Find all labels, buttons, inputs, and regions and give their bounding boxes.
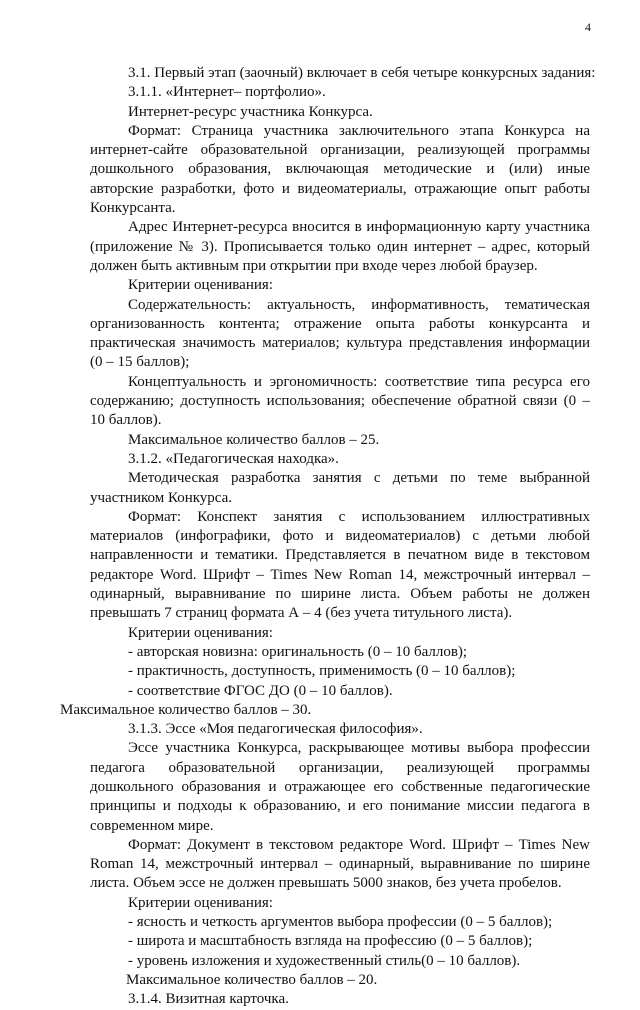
max-score: Максимальное количество баллов – 30. xyxy=(60,701,312,718)
paragraph: Адрес Интернет-ресурса вносится в информационную карту участника (приложение № 3). Прописывается только один интернет – адрес, который должен быть активным при открытии при входе через любой браузер. xyxy=(90,219,590,274)
paragraph: Методическая разработка занятия с детьми по теме выбранной участником Конкурса. xyxy=(90,470,590,506)
format-paragraph: Формат: Документ в текстовом редакторе Word. Шрифт – Times New Roman 14, межстрочный интервал – одинарный, выравнивание по ширине листа. Объем эссе не должен превышать 5000 знаков, без учета пробелов. xyxy=(90,836,590,892)
criteria-heading: Критерии оценивания: xyxy=(128,894,273,911)
list-item: - авторская новизна: оригинальность (0 – 10 баллов); xyxy=(128,643,468,660)
criteria-paragraph: Концептуальность и эргономичность: соответствие типа ресурса его содержанию; доступность использования; обеспечение обратной связи (0 – 10 баллов). xyxy=(90,373,590,429)
criteria-heading: Критерии оценивания: xyxy=(128,624,273,641)
paragraph: Интернет-ресурс участника Конкурса. xyxy=(128,103,373,120)
subsection-heading-3-1-4: 3.1.4. Визитная карточка. xyxy=(128,991,289,1008)
max-score: Максимальное количество баллов – 25. xyxy=(128,431,380,448)
subsection-heading-3-1-3: 3.1.3. Эссе «Моя педагогическая философия». xyxy=(128,721,423,738)
subsection-heading-3-1-2: 3.1.2. «Педагогическая находка». xyxy=(128,450,339,467)
max-score: Максимальное количество баллов – 20. xyxy=(126,971,378,988)
document-body xyxy=(60,64,596,1010)
list-item: - широта и масштабность взгляда на профессию (0 – 5 баллов); xyxy=(128,933,533,950)
list-item: - соответствие ФГОС ДО (0 – 10 баллов). xyxy=(128,682,393,699)
list-item: - ясность и четкость аргументов выбора профессии (0 – 5 баллов); xyxy=(128,914,553,931)
paragraph: Эссе участника Конкурса, раскрывающее мотивы выбора профессии педагога образовательной организации, реализующей программы дошкольного образования и отражающее его собственные педагогические принципы и подходы к образованию, и его понимание миссии педагога в современном мире. xyxy=(90,740,590,834)
list-item: - уровень изложения и художественный стиль(0 – 10 баллов). xyxy=(128,952,521,969)
page-number: 4 xyxy=(585,20,591,34)
format-paragraph: Формат: Страница участника заключительного этапа Конкурса на интернет-сайте образовательной организации, реализующей программы дошкольного образования, включающая методические и (или) иные авторские разработки, фото и видеоматериалы, отражающие опыт работы Конкурсанта. xyxy=(90,122,590,217)
list-item: - практичность, доступность, применимость (0 – 10 баллов); xyxy=(128,663,516,680)
subsection-heading-3-1-1: 3.1.1. «Интернет– портфолио». xyxy=(128,84,326,101)
format-paragraph: Формат: Конспект занятия с использованием иллюстративных материалов (инфографики, фото и видеоматериалов) с детьми любой направленности и тематики. Представляется в печатном виде в текстовом редакторе Word. Шрифт – Times New Roman 14, межстрочный интервал – одинарный, выравнивание по ширине листа. Объем работы не должен превышать 7 страниц формата А – 4 (без учета титульного листа). xyxy=(90,508,590,622)
criteria-paragraph: Содержательность: актуальность, информативность, тематическая организованность контента; отражение опыта работы конкурсанта и практическая значимость материалов; культура представления информации (0 – 15 баллов); xyxy=(90,296,590,371)
section-heading-3-1: 3.1. Первый этап (заочный) включает в себя четыре конкурсных задания: xyxy=(128,65,596,81)
criteria-heading: Критерии оценивания: xyxy=(128,277,273,294)
